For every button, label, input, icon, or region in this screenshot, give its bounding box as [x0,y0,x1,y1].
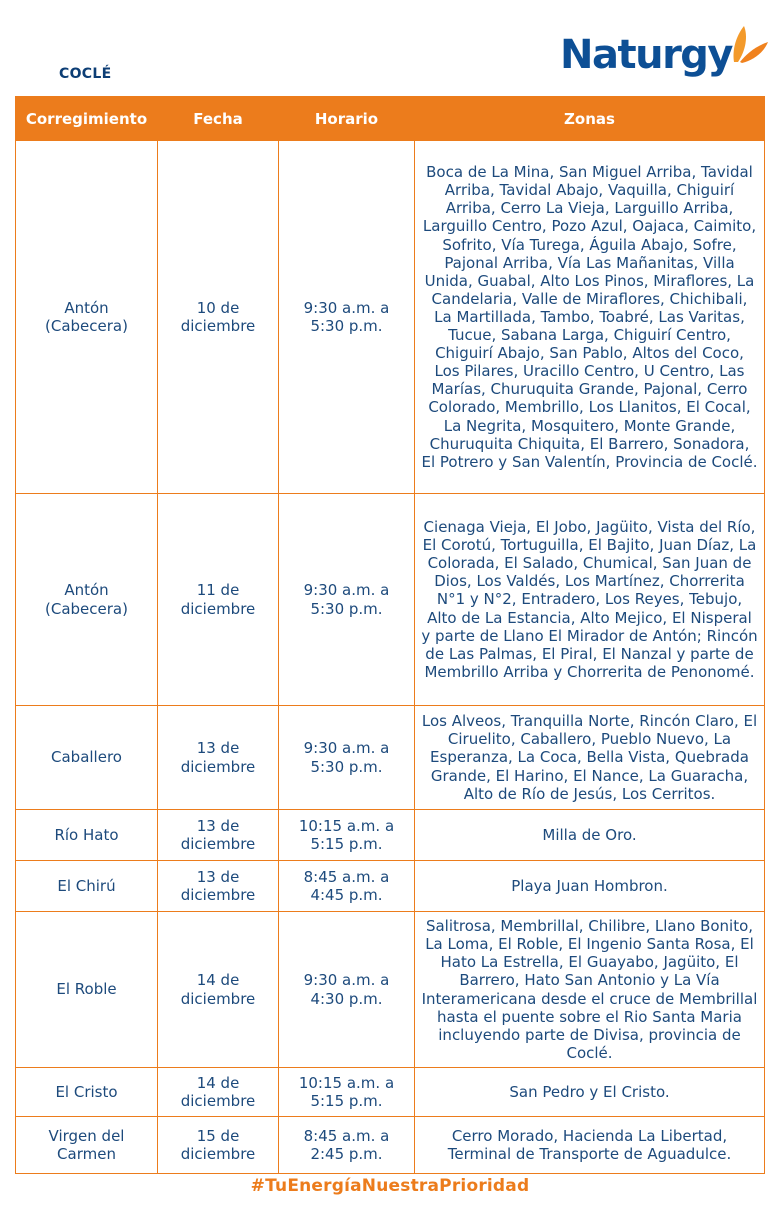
cell-horario: 9:30 a.m. a 5:30 p.m. [279,141,415,494]
cell-corregimiento: El Cristo [16,1068,158,1117]
table-row [16,706,765,810]
column-header-corregimiento: Corregimiento [16,97,158,141]
column-header-zonas: Zonas [415,97,765,141]
cell-corregimiento: El Roble [16,912,158,1068]
table-row [16,912,765,1068]
cell-fecha: 13 de diciembre [158,861,279,912]
cell-corregimiento: Caballero [16,706,158,810]
cell-corregimiento: Virgen del Carmen [16,1117,158,1174]
table-header-row [16,97,765,141]
outage-schedule-table [15,96,765,1174]
cell-corregimiento: Río Hato [16,810,158,861]
table-row [16,494,765,706]
cell-horario: 8:45 a.m. a 4:45 p.m. [279,861,415,912]
cell-zonas: Playa Juan Hombron. [415,861,765,912]
cell-fecha: 14 de diciembre [158,1068,279,1117]
cell-zonas: Los Alveos, Tranquilla Norte, Rincón Claro, El Ciruelito, Caballero, Pueblo Nuevo, La Esperanza, La Coca, Bella Vista, Quebrada Grande, El Harino, El Nance, La Guaracha, Alto de Río de Jesús, Los Cerritos. [415,706,765,810]
cell-fecha: 11 de diciembre [158,494,279,706]
cell-zonas: Milla de Oro. [415,810,765,861]
butterfly-icon [730,22,770,66]
cell-zonas: Salitrosa, Membrillal, Chilibre, Llano Bonito, La Loma, El Roble, El Ingenio Santa Rosa, El Hato La Estrella, El Guayabo, Jagüito, El Barrero, Hato San Antonio y La Vía Interamericana desde el cruce de Membrillal hasta el puente sobre el Rio Santa Maria incluyendo parte de Divisa, provincia de Coclé. [415,912,765,1068]
column-header-fecha: Fecha [158,97,279,141]
naturgy-logo [560,22,770,82]
table-row [16,1117,765,1174]
cell-fecha: 13 de diciembre [158,810,279,861]
cell-corregimiento: El Chirú [16,861,158,912]
table-row [16,141,765,494]
logo-wordmark: Naturgy [560,32,732,78]
table-row [16,1068,765,1117]
cell-fecha: 13 de diciembre [158,706,279,810]
cell-zonas: San Pedro y El Cristo. [415,1068,765,1117]
table-row [16,861,765,912]
cell-fecha: 10 de diciembre [158,141,279,494]
cell-horario: 10:15 a.m. a 5:15 p.m. [279,810,415,861]
cell-zonas: Boca de La Mina, San Miguel Arriba, Tavidal Arriba, Tavidal Abajo, Vaquilla, Chiguirí Arriba, Cerro La Vieja, Larguillo Arriba, Larguillo Centro, Pozo Azul, Oajaca, Caimito, Sofrito, Vía Turega, Águila Abajo, Sofre, Pajonal Arriba, Vía Las Mañanitas, Villa Unida, Guabal, Alto Los Pinos, Miraflores, La Candelaria, Valle de Miraflores, Chichibali, La Martillada, Tambo, Toabré, Las Varitas, Tucue, Sabana Larga, Chiguirí Centro, Chiguirí Abajo, San Pablo, Altos del Coco, Los Pilares, Uracillo Centro, U Centro, Las Marías, Churuquita Grande, Pajonal, Cerro Colorado, Membrillo, Los Llanitos, El Cocal, La Negrita, Mosquitero, Monte Grande, Churuquita Chiquita, El Barrero, Sonadora, El Potrero y San Valentín, Provincia de Coclé. [415,141,765,494]
province-title: COCLÉ [59,66,112,82]
footer-hashtag: #TuEnergíaNuestraPrioridad [250,1176,530,1196]
cell-horario: 9:30 a.m. a 5:30 p.m. [279,706,415,810]
cell-corregimiento: Antón (Cabecera) [16,494,158,706]
table-row [16,810,765,861]
column-header-horario: Horario [279,97,415,141]
cell-horario: 9:30 a.m. a 5:30 p.m. [279,494,415,706]
cell-fecha: 15 de diciembre [158,1117,279,1174]
cell-fecha: 14 de diciembre [158,912,279,1068]
cell-corregimiento: Antón (Cabecera) [16,141,158,494]
cell-horario: 8:45 a.m. a 2:45 p.m. [279,1117,415,1174]
cell-horario: 10:15 a.m. a 5:15 p.m. [279,1068,415,1117]
cell-horario: 9:30 a.m. a 4:30 p.m. [279,912,415,1068]
cell-zonas: Cienaga Vieja, El Jobo, Jagüito, Vista del Río, El Corotú, Tortuguilla, El Bajito, Juan Díaz, La Colorada, El Salado, Chumical, San Juan de Dios, Los Valdés, Los Martínez, Chorrerita N°1 y N°2, Entradero, Los Reyes, Tebujo, Alto de La Estancia, Alto Mejico, El Nisperal y parte de Llano El Mirador de Antón; Rincón de Las Palmas, El Piral, El Nanzal y parte de Membrillo Arriba y Chorrerita de Penonomé. [415,494,765,706]
cell-zonas: Cerro Morado, Hacienda La Libertad, Terminal de Transporte de Aguadulce. [415,1117,765,1174]
